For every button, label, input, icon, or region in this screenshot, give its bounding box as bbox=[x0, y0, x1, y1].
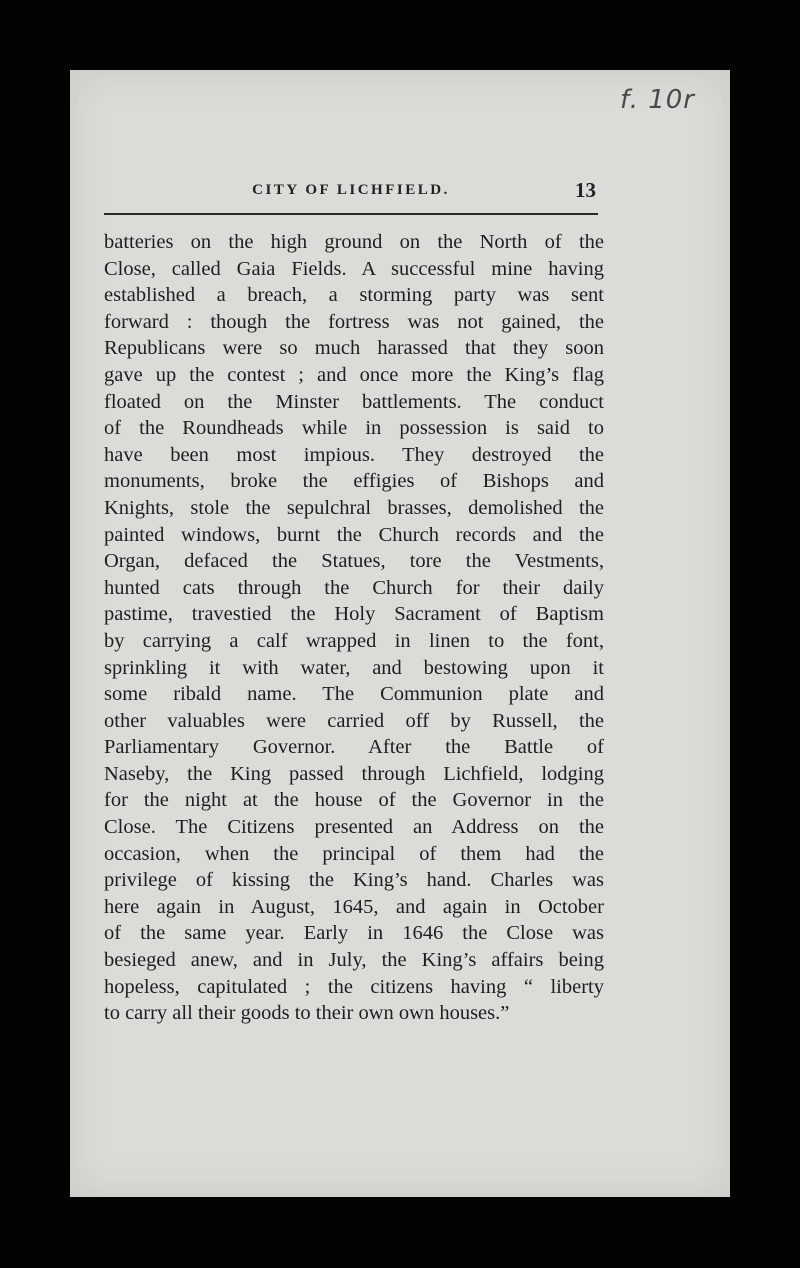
text-line: hopeless, capitulated ; the citizens having “ liberty bbox=[104, 975, 604, 998]
page-number: 13 bbox=[575, 178, 596, 202]
text-line: established a breach, a storming party was sent bbox=[104, 284, 604, 307]
text-line: painted windows, burnt the Church records and the bbox=[104, 523, 604, 546]
text-line: of the Roundheads while in possession is said to bbox=[104, 417, 604, 440]
text-line: Parliamentary Governor. After the Battle of bbox=[104, 736, 604, 759]
text-line: Close. The Citizens presented an Address on the bbox=[104, 816, 604, 839]
text-line: Organ, defaced the Statues, tore the Vestments, bbox=[104, 550, 604, 573]
running-header bbox=[104, 178, 598, 208]
text-line: occasion, when the principal of them had the bbox=[104, 842, 604, 865]
text-line: pastime, travestied the Holy Sacrament of Baptism bbox=[104, 603, 604, 626]
text-line: gave up the contest ; and once more the King’s flag bbox=[104, 363, 604, 386]
running-title: CITY OF LICHFIELD. bbox=[252, 182, 450, 198]
header-rule bbox=[104, 213, 598, 215]
folio-mark: f. 10r bbox=[620, 85, 695, 115]
text-line: privilege of kissing the King’s hand. Charles was bbox=[104, 869, 604, 892]
body-text bbox=[104, 229, 604, 1027]
text-line: monuments, broke the effigies of Bishops and bbox=[104, 470, 604, 493]
text-line: hunted cats through the Church for their daily bbox=[104, 576, 604, 599]
text-line: floated on the Minster battlements. The conduct bbox=[104, 390, 604, 413]
text-line: to carry all their goods to their own own houses.” bbox=[104, 1002, 510, 1025]
text-line: Close, called Gaia Fields. A successful mine having bbox=[104, 257, 604, 280]
text-line: by carrying a calf wrapped in linen to the font, bbox=[104, 629, 604, 652]
text-line: other valuables were carried off by Russell, the bbox=[104, 709, 604, 732]
text-line: of the same year. Early in 1646 the Close was bbox=[104, 922, 604, 945]
text-line: batteries on the high ground on the North of the bbox=[104, 231, 604, 253]
text-line: have been most impious. They destroyed the bbox=[104, 443, 604, 466]
text-line: besieged anew, and in July, the King’s affairs being bbox=[104, 949, 604, 972]
text-line: Knights, stole the sepulchral brasses, demolished the bbox=[104, 496, 604, 519]
text-line: Naseby, the King passed through Lichfield, lodging bbox=[104, 762, 604, 785]
text-line: Republicans were so much harassed that they soon bbox=[104, 337, 604, 360]
text-line: for the night at the house of the Governor in the bbox=[104, 789, 604, 812]
text-line: forward : though the fortress was not gained, the bbox=[104, 310, 604, 333]
text-line: sprinkling it with water, and bestowing upon it bbox=[104, 656, 604, 679]
text-line: here again in August, 1645, and again in October bbox=[104, 895, 604, 918]
text-line: some ribald name. The Communion plate and bbox=[104, 683, 604, 706]
